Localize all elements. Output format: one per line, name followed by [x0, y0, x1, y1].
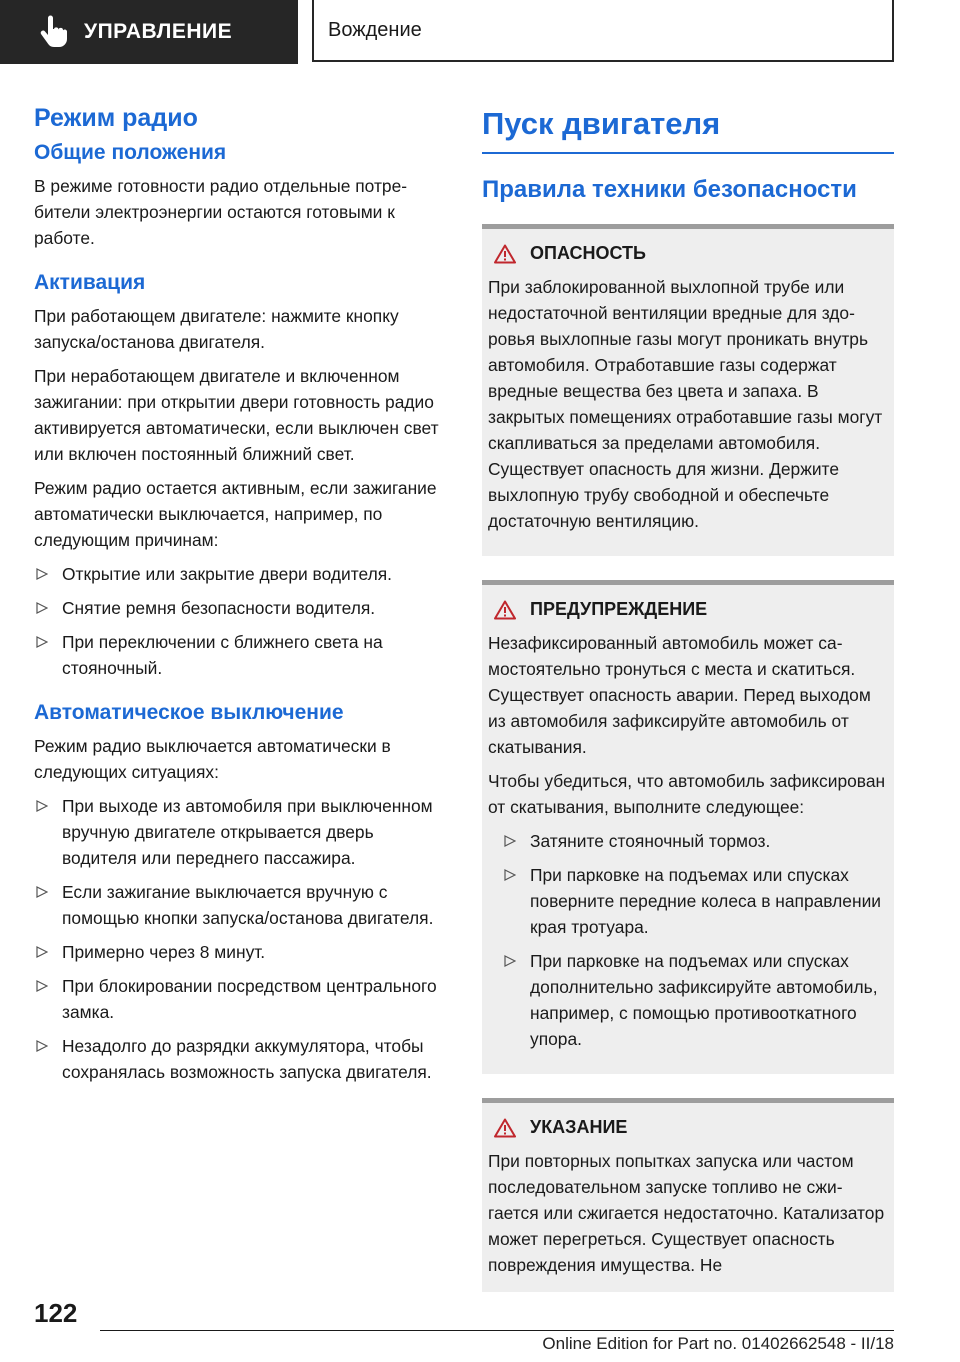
list-item: Если зажигание выключается вручную с помощью кнопки запуска/останова двигателя. [34, 879, 444, 931]
list-item: Затяните стояночный тормоз. [488, 828, 886, 854]
bullet-triangle-icon [36, 886, 48, 898]
bullet-triangle-icon [36, 980, 48, 992]
warning-list [488, 828, 886, 1052]
autooff-heading: Автоматическое выключение [34, 701, 344, 724]
list-item: При парковке на подъемах или спусках поверните передние колеса в направлении края тротуара. [488, 862, 886, 940]
autooff-list [34, 793, 444, 1085]
bullet-triangle-icon [36, 800, 48, 812]
danger-box [482, 224, 894, 556]
warning-p1: Незафиксированный автомобиль может самостоятельно тронуться с места и скатиться. Существует опасность аварии. Перед выходом из автомобиля зафиксируйте автомобиль от скатывания. [488, 633, 871, 757]
activation-list [34, 561, 444, 681]
warning-box [482, 580, 894, 1074]
section-title: УПРАВЛЕНИЕ [84, 20, 233, 43]
bullet-triangle-icon [36, 946, 48, 958]
notice-text: При повторных попытках запуска или частом последовательном запуске топливо не сжигается или сжигается недостаточно. Катализатор может перегреться. Существует опасность повреждения имущества. Не [488, 1151, 885, 1275]
list-item: Незадолго до разрядки аккумулятора, чтобы сохранялась возможность запуска двигателя. [34, 1033, 444, 1085]
warning-triangle-icon [494, 600, 516, 620]
notice-label: УКАЗАНИЕ [530, 1117, 628, 1137]
warning-triangle-icon [494, 244, 516, 264]
notice-box [482, 1098, 894, 1292]
right-column [482, 100, 894, 1292]
list-item: При парковке на подъемах или спусках дополнительно зафиксируйте автомобиль, например, с помощью противооткатного упора. [488, 948, 886, 1052]
list-item: При переключении с ближнего света на стояночный. [34, 629, 444, 681]
safety-rules-title: Правила техники безопасности [482, 176, 857, 203]
general-text: В режиме готовности радио отдельные потребители электроэнергии остаются готовыми к работе. [34, 176, 408, 248]
hand-pointer-icon [36, 15, 70, 49]
autooff-p1: Режим радио выключается автоматически в следующих ситуациях: [34, 736, 391, 782]
engine-start-title: Пуск двигателя [482, 106, 894, 154]
warning-p2: Чтобы убедиться, что автомобиль зафиксирован от скатывания, выполните следующее: [488, 771, 886, 817]
list-item: При блокировании посредством центрального замка. [34, 973, 444, 1025]
bullet-triangle-icon [36, 636, 48, 648]
radio-mode-title: Режим радио [34, 104, 198, 132]
activation-p3: Режим радио остается активным, если зажигание автоматически выключается, например, по следующим причинам: [34, 478, 437, 550]
bullet-triangle-icon [36, 568, 48, 580]
subsection-title: Вождение [328, 18, 422, 41]
bullet-triangle-icon [504, 955, 516, 967]
bullet-triangle-icon [36, 1040, 48, 1052]
activation-heading: Активация [34, 271, 146, 294]
footer-divider [100, 1330, 894, 1331]
section-header [0, 0, 298, 64]
bullet-triangle-icon [504, 869, 516, 881]
list-item: Примерно через 8 минут. [34, 939, 444, 965]
warning-triangle-icon [494, 1118, 516, 1138]
edition-text: Online Edition for Part no. 01402662548 - II/18 [542, 1334, 894, 1353]
left-column [34, 100, 444, 1093]
danger-label: ОПАСНОСТЬ [530, 243, 646, 263]
warning-label: ПРЕДУПРЕЖДЕНИЕ [530, 599, 708, 619]
bullet-triangle-icon [36, 602, 48, 614]
activation-p1: При работающем двигателе: нажмите кнопку запуска/останова двигателя. [34, 306, 399, 352]
list-item: Открытие или закрытие двери водителя. [34, 561, 444, 587]
page-number: 122 [34, 1298, 78, 1328]
list-item: При выходе из автомобиля при выключенном вручную двигателе открывается дверь водителя или переднего пассажира. [34, 793, 444, 871]
bullet-triangle-icon [504, 835, 516, 847]
danger-text: При заблокированной выхлопной трубе или недостаточной вентиляции вредные для здоровья выхлопные газы могут проникать внутрь автомобиля. Отработавшие газы содержат вредные вещества без цвета и запаха. В закрытых помещениях отработавшие газы могут скапливаться за пределами автомобиля. Существует опасность для жизни. Держите выхлопную трубу свободной и обеспечьте достаточную вентиляцию. [488, 277, 883, 531]
activation-p2: При неработающем двигателе и включенном зажигании: при открытии двери готовность радио активируется автоматически, если выключен свет или включен постоянный ближний свет. [34, 366, 439, 464]
general-heading: Общие положения [34, 141, 227, 164]
subsection-header [312, 0, 894, 62]
list-item: Снятие ремня безопасности водителя. [34, 595, 444, 621]
